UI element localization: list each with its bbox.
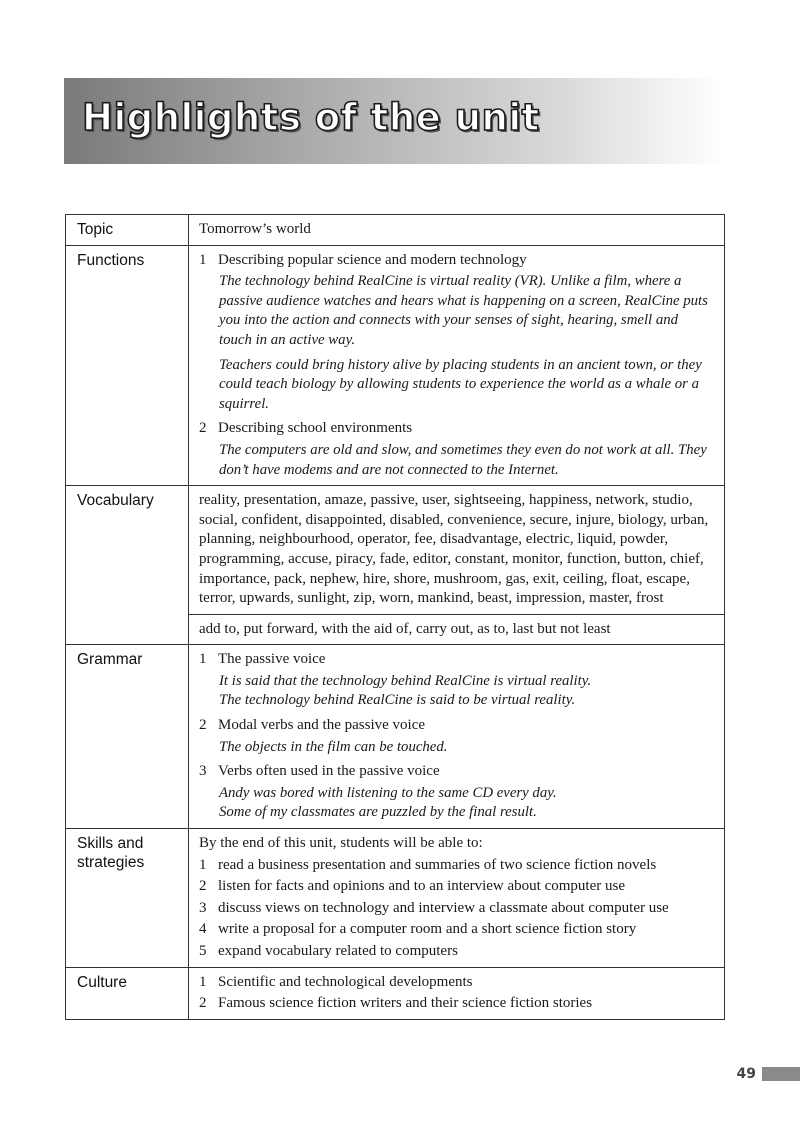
item-number: 2 (199, 995, 207, 1012)
item-number: 1 (199, 973, 207, 990)
item-number: 3 (199, 899, 207, 916)
skills-item (199, 920, 714, 940)
vocabulary-words: reality, presentation, amaze, passive, user, sightseeing, happiness, network, studio, social, confident, disappointed, disabled, convenience, secure, injure, biology, urban, planning, neighbourhood, operator, fee, disadvantage, electric, liquid, powder, programming, accuse, piracy, fade, editor, constant, monitor, function, button, chief, importance, pack, nephew, hire, shore, mushroom, gas, exit, ceiling, float, escape, terror, upwards, sunlight, zip, worn, mankind, beast, impression, master, frost (189, 486, 725, 615)
title-banner (64, 78, 724, 164)
example-text: Teachers could bring history alive by placing students in an ancient town, or they could teach biology by allowing students to experience the world as a whale or a squirrel. (219, 356, 702, 412)
culture-content (189, 967, 725, 1019)
item-text: Describing popular science and modern technology (218, 251, 527, 268)
example-text: Some of my classmates are puzzled by the final result. (219, 804, 537, 821)
item-text: Modal verbs and the passive voice (218, 717, 426, 734)
grammar-item (199, 762, 714, 782)
topic-text: Tomorrow’s world (189, 215, 725, 246)
item-number: 4 (199, 921, 207, 938)
skills-item (199, 942, 714, 962)
functions-label: Functions (66, 245, 189, 486)
skills-item (199, 856, 714, 876)
highlights-table (65, 214, 725, 1020)
vocabulary-label: Vocabulary (66, 486, 189, 645)
culture-item (199, 994, 714, 1014)
example-text: It is said that the technology behind RealCine is virtual reality. (219, 672, 592, 689)
item-number: 2 (199, 717, 207, 734)
skills-item (199, 877, 714, 897)
item-number: 3 (199, 763, 207, 780)
vocabulary-row (66, 486, 725, 615)
grammar-label: Grammar (66, 645, 189, 829)
item-text: expand vocabulary related to computers (218, 943, 458, 959)
example-text: Andy was bored with listening to the same CD every day. (219, 784, 557, 801)
example-text: The computers are old and slow, and sometimes they even do not work at all. They don’t have modems and are not connected to the Internet. (219, 441, 707, 478)
item-number: 5 (199, 943, 207, 959)
example-text: The objects in the film can be touched. (219, 738, 448, 755)
item-text: read a business presentation and summaries of two science fiction novels (218, 856, 657, 873)
culture-label: Culture (66, 967, 189, 1019)
page-number: 49 (736, 1066, 756, 1082)
item-text: Verbs often used in the passive voice (218, 763, 440, 780)
skills-item (199, 899, 714, 919)
functions-row (66, 245, 725, 486)
item-text: discuss views on technology and interview a classmate about computer use (218, 899, 669, 916)
grammar-item (199, 716, 714, 736)
topic-label: Topic (66, 215, 189, 246)
grammar-content (189, 645, 725, 829)
topic-row (66, 215, 725, 246)
grammar-item (199, 650, 714, 670)
item-number: 2 (199, 878, 207, 895)
item-number: 1 (199, 856, 207, 873)
item-text: The passive voice (218, 651, 326, 668)
item-text: Describing school environments (218, 420, 413, 437)
skills-intro: By the end of this unit, students will be able to: (199, 835, 483, 852)
skills-row (66, 829, 725, 968)
item-text: Famous science fiction writers and their science fiction stories (218, 995, 593, 1012)
functions-content (189, 245, 725, 486)
item-number: 1 (199, 251, 207, 268)
functions-item (199, 251, 714, 271)
functions-item (199, 419, 714, 439)
item-number: 2 (199, 420, 207, 437)
culture-row (66, 967, 725, 1019)
page-title: Highlights of the unit (82, 96, 540, 139)
skills-label: Skills and strategies (66, 829, 189, 968)
culture-item (199, 973, 714, 993)
skills-content (189, 829, 725, 968)
example-text: The technology behind RealCine is virtual reality (VR). Unlike a film, where a passive audience watches and hears what is happening on a screen, RealCine puts you into the action and connects with your senses of sight, hearing, smell and touch in an active way. (219, 273, 708, 348)
grammar-row (66, 645, 725, 829)
vocabulary-phrases: add to, put forward, with the aid of, carry out, as to, last but not least (189, 614, 725, 645)
item-number: 1 (199, 651, 207, 668)
page-number-bar (762, 1067, 800, 1081)
item-text: write a proposal for a computer room and a short science fiction story (218, 921, 637, 938)
item-text: Scientific and technological developments (218, 973, 473, 990)
example-text: The technology behind RealCine is said to be virtual reality. (219, 692, 576, 709)
item-text: listen for facts and opinions and to an interview about computer use (218, 878, 625, 895)
